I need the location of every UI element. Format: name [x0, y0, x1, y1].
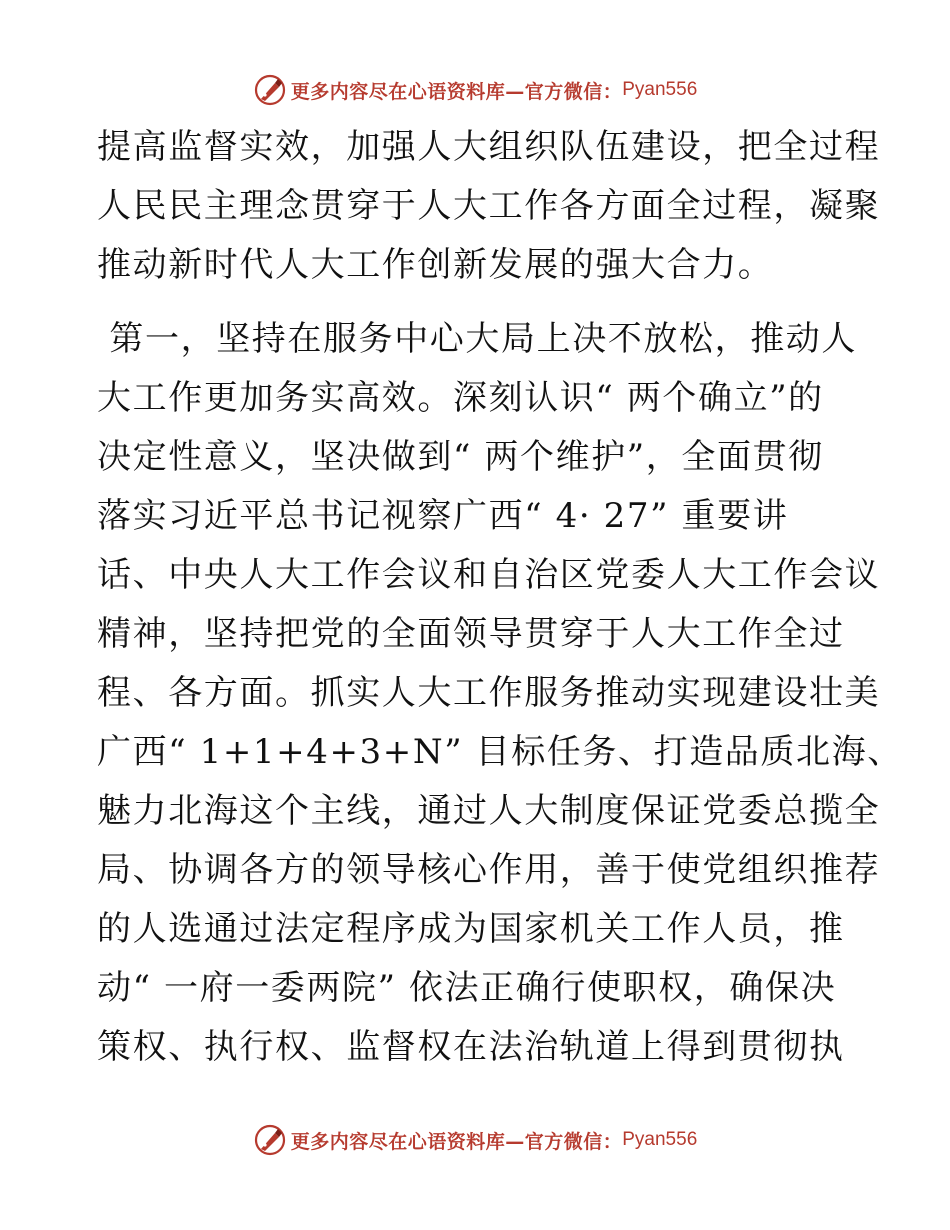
- header-watermark-banner: [0, 70, 950, 110]
- paragraph-1: [97, 118, 881, 295]
- text-line: 的人选通过法定程序成为国家机关工作人员，推: [97, 909, 845, 949]
- text-line: 大工作更加务实高效。深刻认识“ 两个确立”的: [97, 378, 824, 418]
- text-line: 局、协调各方的领导核心作用，善于使党组织推荐: [97, 850, 881, 890]
- header-banner-text: 更多内容尽在心语资料库—官方微信：: [290, 80, 623, 103]
- paragraph-2: [97, 310, 903, 1077]
- text-line: 人民民主理念贯穿于人大工作各方面全过程，凝聚: [97, 186, 881, 226]
- text-line: 策权、执行权、监督权在法治轨道上得到贯彻执: [97, 1027, 845, 1067]
- pen-nib-logo-icon: [253, 1123, 287, 1157]
- text-line: 决定性意义，坚决做到“ 两个维护”，全面贯彻: [97, 437, 824, 477]
- text-line: 提高监督实效，加强人大组织队伍建设，把全过程: [97, 127, 881, 167]
- text-line: 动“ 一府一委两院” 依法正确行使职权，确保决: [97, 968, 837, 1008]
- text-line: 第一，坚持在服务中心大局上决不放松，推动人: [97, 319, 858, 359]
- text-line: 推动新时代人大工作创新发展的强大合力。: [97, 245, 774, 285]
- text-line: 程、各方面。抓实人大工作服务推动实现建设壮美: [97, 673, 881, 713]
- text-line: 精神，坚持把党的全面领导贯穿于人大工作全过: [97, 614, 845, 654]
- text-line: 落实习近平总书记视察广西“ 4· 27” 重要讲: [97, 496, 789, 536]
- footer-banner-wechat-id: Pyan556: [622, 1129, 698, 1150]
- footer-banner-text: 更多内容尽在心语资料库—官方微信：: [290, 1130, 623, 1153]
- text-line: 话、中央人大工作会议和自治区党委人大工作会议: [97, 555, 881, 595]
- text-line: 魅力北海这个主线，通过人大制度保证党委总揽全: [97, 791, 881, 831]
- pen-nib-logo-icon: [253, 73, 287, 107]
- text-line: 广西“ 1+1+4+3+N” 目标任务、打造品质北海、: [97, 732, 903, 772]
- footer-watermark-banner: [0, 1120, 950, 1160]
- header-banner-wechat-id: Pyan556: [622, 79, 698, 100]
